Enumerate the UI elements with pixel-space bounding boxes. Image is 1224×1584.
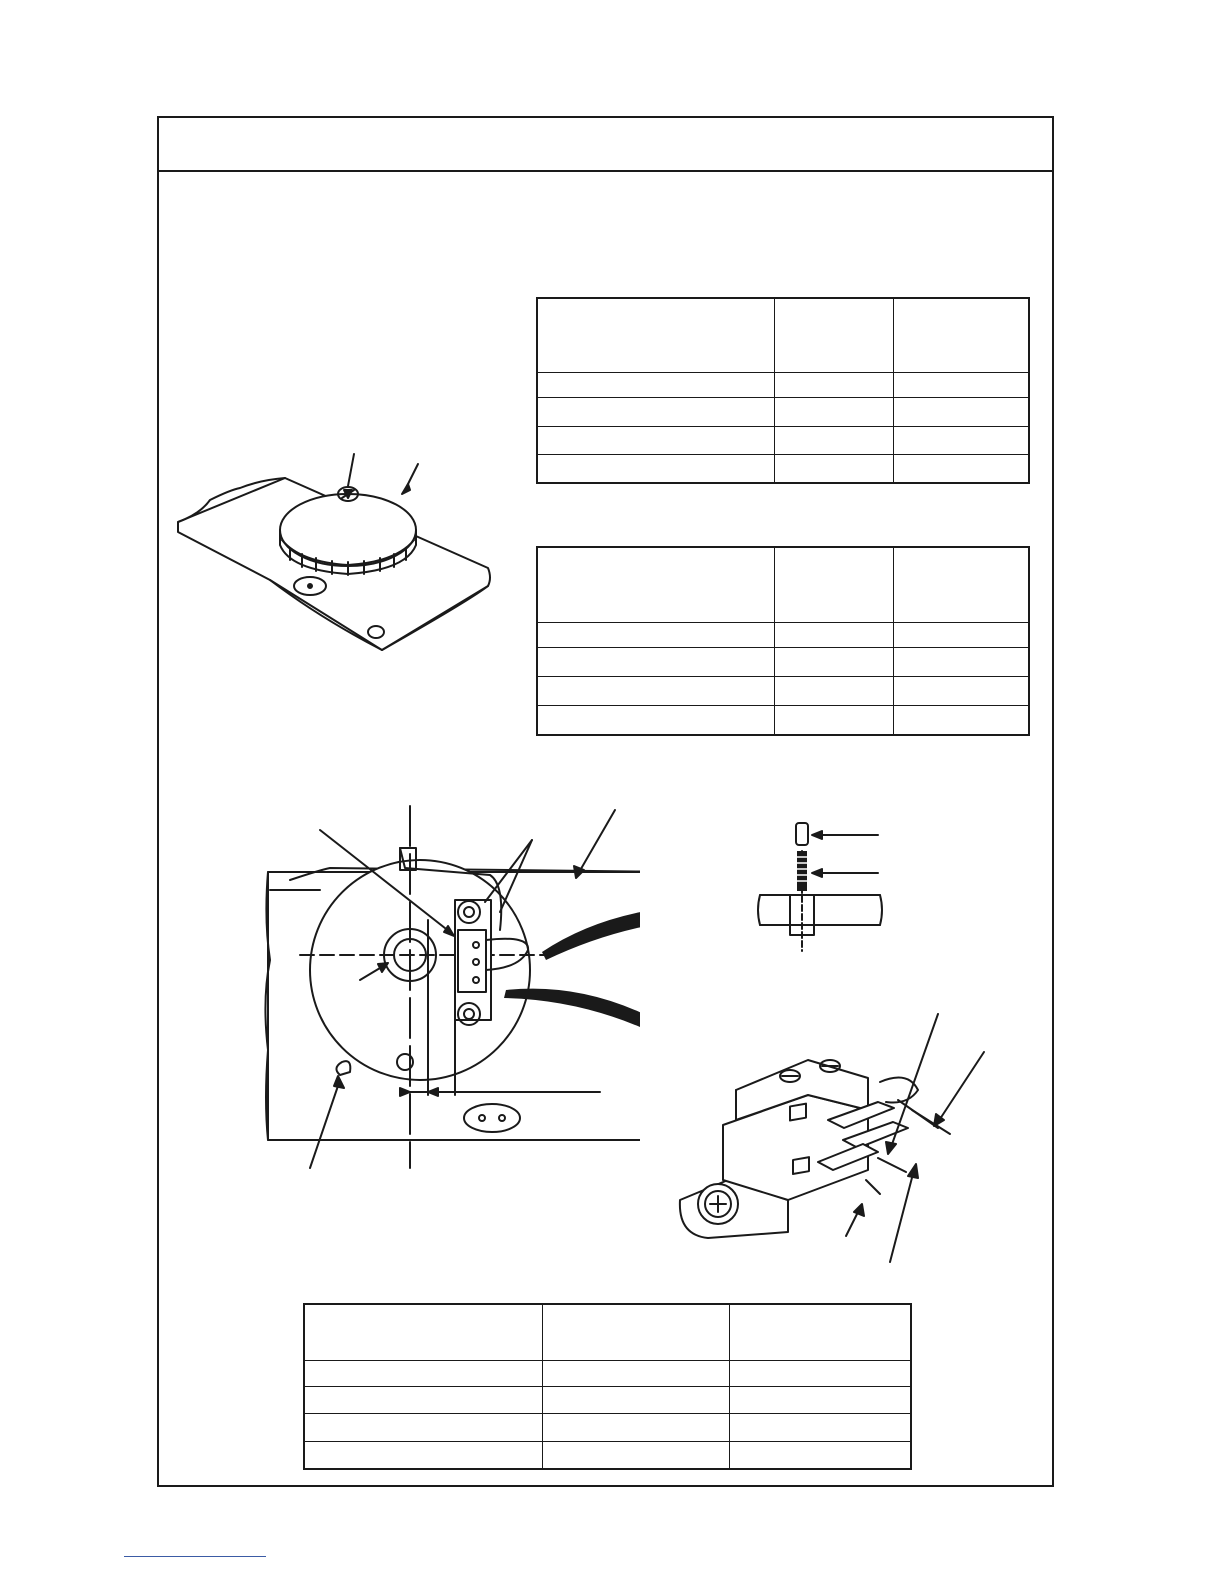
table-cell <box>304 1304 543 1360</box>
table-cell <box>730 1441 912 1469</box>
table-upper <box>536 297 1030 484</box>
table-cell <box>537 397 775 426</box>
table-cell <box>775 547 894 622</box>
table-middle <box>536 546 1030 736</box>
table-cell <box>537 676 775 705</box>
table-cell <box>304 1441 543 1469</box>
table-cell <box>894 622 1030 647</box>
table-cell <box>775 454 894 483</box>
table-cell <box>775 647 894 676</box>
table-cell <box>775 397 894 426</box>
table-cell <box>537 647 775 676</box>
table-cell <box>894 397 1030 426</box>
table-cell <box>304 1360 543 1386</box>
table-cell <box>537 705 775 735</box>
table-cell <box>894 676 1030 705</box>
terminal-block-detail-figure <box>668 1010 998 1272</box>
table-cell <box>775 298 894 372</box>
table-cell <box>543 1304 730 1360</box>
table-cell <box>894 547 1030 622</box>
table-cell <box>894 705 1030 735</box>
pin-and-spring-detail-figure <box>720 815 890 955</box>
table-cell <box>730 1304 912 1360</box>
table-cell <box>537 547 775 622</box>
header-bar <box>159 118 1052 172</box>
table-cell <box>304 1413 543 1441</box>
table-cell <box>775 622 894 647</box>
table-cell <box>304 1386 543 1413</box>
table-cell <box>537 622 775 647</box>
table-cell <box>543 1441 730 1469</box>
table-cell <box>543 1386 730 1413</box>
table-cell <box>894 372 1030 397</box>
table-cell <box>775 676 894 705</box>
table-cell <box>894 426 1030 454</box>
table-lower <box>303 1303 912 1470</box>
table-cell <box>543 1360 730 1386</box>
table-cell <box>894 298 1030 372</box>
table-cell <box>537 426 775 454</box>
table-cell <box>894 454 1030 483</box>
table-cell <box>730 1360 912 1386</box>
table-cell <box>730 1413 912 1441</box>
table-cell <box>537 298 775 372</box>
knob-on-panel-figure <box>170 450 510 660</box>
table-cell <box>543 1413 730 1441</box>
table-cell <box>775 372 894 397</box>
table-cell <box>537 372 775 397</box>
table-cell <box>537 454 775 483</box>
table-cell <box>730 1386 912 1413</box>
table-cell <box>775 705 894 735</box>
switch-plate-figure <box>260 800 640 1170</box>
table-cell <box>894 647 1030 676</box>
table-cell <box>775 426 894 454</box>
footer-rule <box>124 1556 266 1557</box>
